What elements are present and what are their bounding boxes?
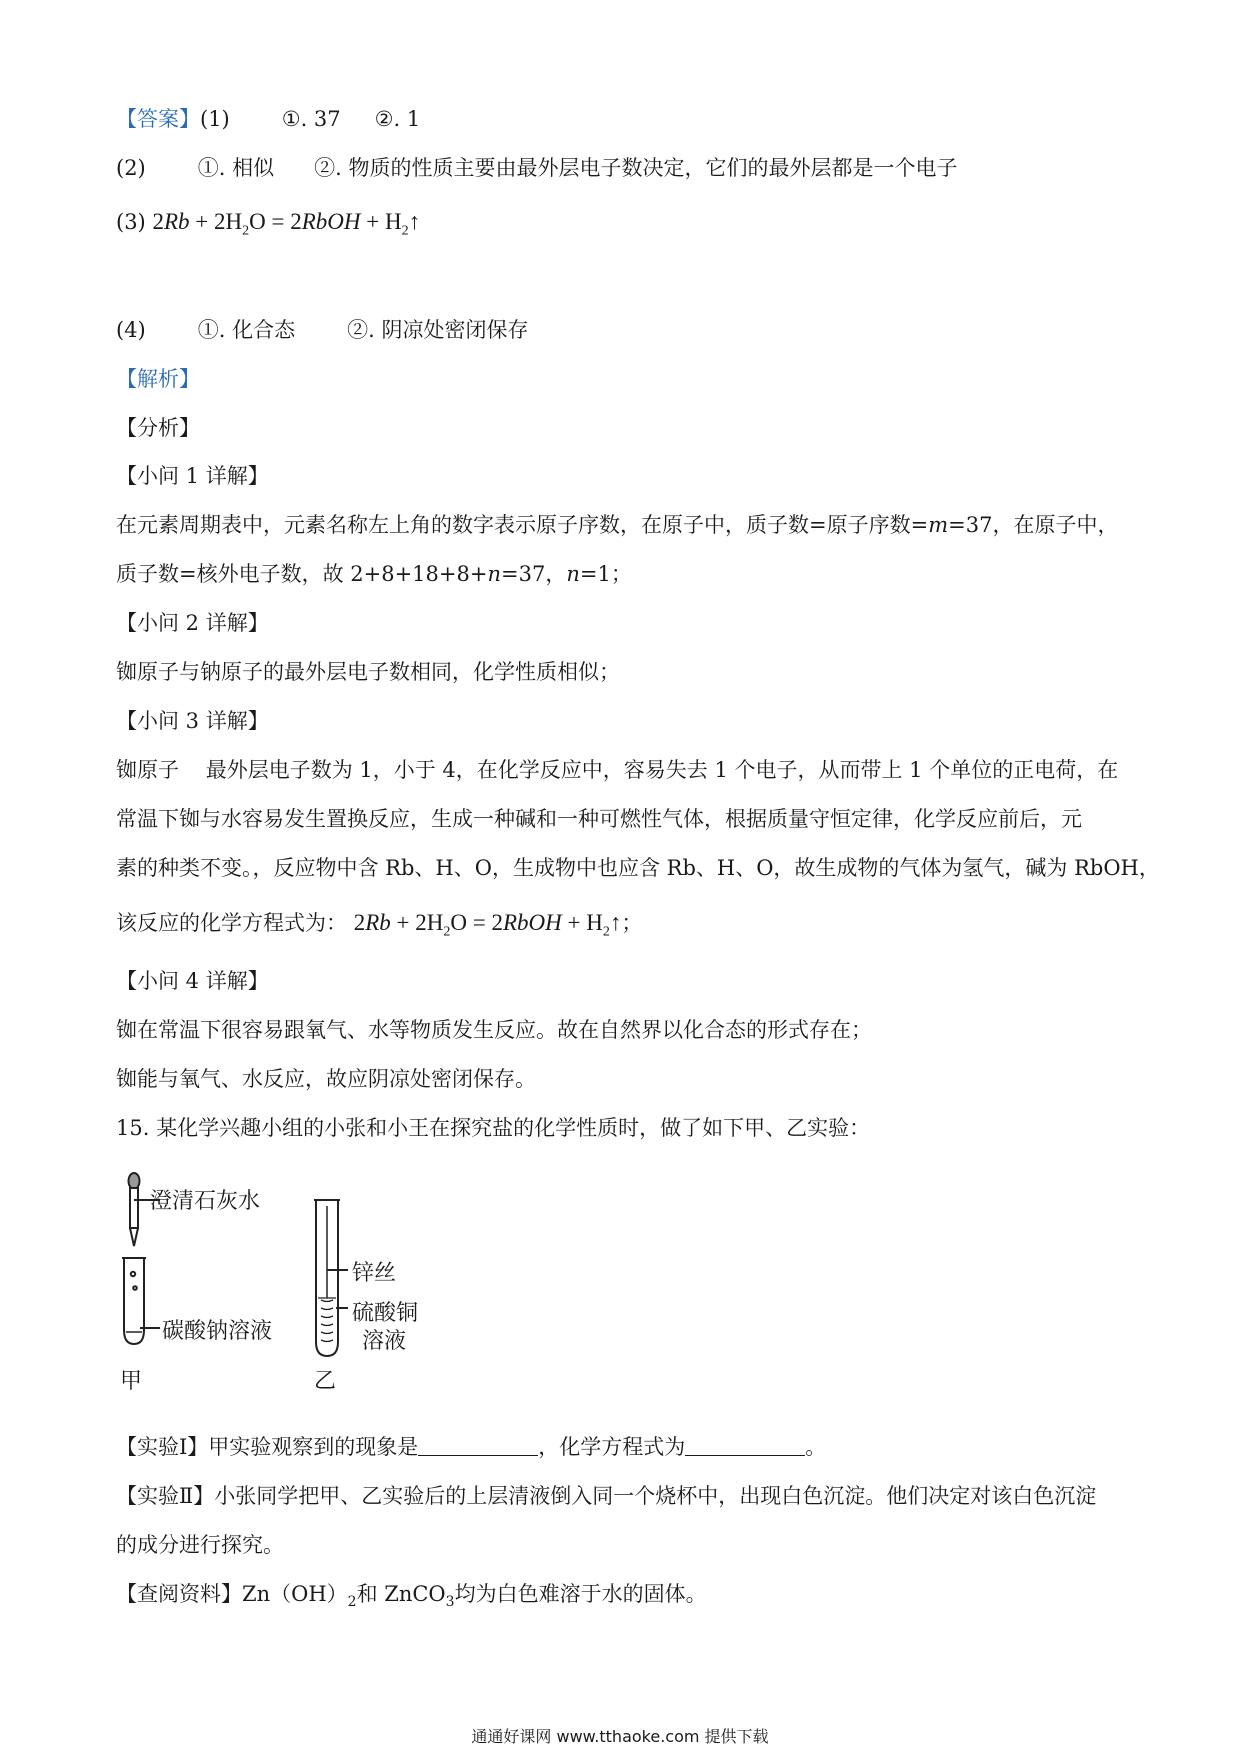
sub2-line1: 铷原子与钠原子的最外层电子数相同，化学性质相似； xyxy=(116,660,620,684)
sub3-line4: 该反应的化学方程式为： $2Rb + 2H_2O$ = 2RbOH + $H_2↑$； xyxy=(116,910,643,940)
answer-q1-line xyxy=(116,104,420,134)
test-tube-yi-icon xyxy=(314,1200,348,1356)
sub4-line2: 铷能与氧气、水反应，故应阴凉处密闭保存。 xyxy=(116,1067,536,1091)
exp1-blank-phenomenon[interactable] xyxy=(418,1435,538,1456)
sub1-title: 【小问 1 详解】 xyxy=(116,464,269,488)
answer-q4-a1: ①. 化合态 xyxy=(197,318,296,342)
sub3-line3: 素的种类不变。，反应物中含 Rb、H、O，生成物中也应含 Rb、H、O，故生成物的气体为氢气，碱为 RbOH， xyxy=(116,856,1160,880)
label-sodium-carbonate: 碳酸钠溶液 xyxy=(162,1319,273,1344)
answer-q2-a1: ①. 相似 xyxy=(197,156,275,180)
answer-q3-line xyxy=(116,207,420,247)
answer-q4-num: (4) xyxy=(116,318,146,342)
sub4-line1: 铷在常温下很容易跟氧气、水等物质发生反应。故在自然界以化合态的形式存在； xyxy=(116,1018,872,1042)
answer-q4-a2: ②. 阴凉处密闭保存 xyxy=(347,318,529,342)
answer-q3-num: (3) xyxy=(116,210,146,234)
exp1-tag: 【实验Ⅰ】 xyxy=(116,1435,209,1459)
test-tube-jia-icon xyxy=(122,1258,160,1344)
fenxi-tag: 【分析】 xyxy=(116,416,200,440)
ref-tag: 【查阅资料】 xyxy=(116,1582,242,1606)
sub1-line2: 质子数=核外电子数，故 2+8+18+8+n=37，n=1； xyxy=(116,562,632,586)
caption-yi: 乙 xyxy=(314,1369,337,1394)
sub4-title: 【小问 4 详解】 xyxy=(116,969,269,993)
label-copper-sulfate: 硫酸铜 xyxy=(352,1301,419,1326)
experiment-figure xyxy=(116,1168,496,1398)
label-solution: 溶液 xyxy=(362,1329,407,1354)
answer-equation: $2Rb + 2H_2O$ = 2RbOH + $H_2↑$ xyxy=(152,209,421,239)
label-zinc-wire: 锌丝 xyxy=(352,1261,397,1286)
answer-q2-line xyxy=(116,153,957,183)
answer-q1-a2: ②. 1 xyxy=(374,107,421,131)
sub3-line1: 铷原子 最外层电子数为 1，小于 4，在化学反应中，容易失去 1 个电子，从而带上 1 个单位的正电荷，在 xyxy=(116,758,1119,782)
answer-q2-a2: ②. 物质的性质主要由最外层电子数决定，它们的最外层都是一个电子 xyxy=(314,156,958,180)
answer-q2-num: (2) xyxy=(116,156,146,180)
sub2-title: 【小问 2 详解】 xyxy=(116,611,269,635)
exp2-tag: 【实验Ⅱ】 xyxy=(116,1484,215,1508)
sub3-line2: 常温下铷与水容易发生置换反应，生成一种碱和一种可燃性气体，根据质量守恒定律，化学反应前后，元 xyxy=(116,807,1082,831)
exp1-blank-equation[interactable] xyxy=(685,1435,805,1456)
sub1-line1: 在元素周期表中，元素名称左上角的数字表示原子序数，在原子中，质子数=原子序数=m=37，在原子中， xyxy=(116,513,1119,537)
ref-line: 【查阅资料】$Zn(OH)_2$和 ZnCO$_3$均为白色难溶于水的固体。 xyxy=(116,1582,707,1611)
analysis-tag: 【解析】 xyxy=(116,367,200,391)
answer-q1-a1: ①. 37 xyxy=(281,107,341,131)
q15-stem: 15. 某化学兴趣小组的小张和小王在探究盐的化学性质时，做了如下甲、乙实验： xyxy=(116,1116,871,1140)
caption-jia: 甲 xyxy=(120,1369,143,1394)
sub3-title: 【小问 3 详解】 xyxy=(116,709,269,733)
label-lime-water: 澄清石灰水 xyxy=(150,1189,261,1214)
answer-q1-num: (1) xyxy=(200,107,230,131)
exp1-line: 【实验Ⅰ】甲实验观察到的现象是 ，化学方程式为 。 xyxy=(116,1435,827,1459)
page-footer: 通通好课网 www.tthaoke.com 提供下载 xyxy=(471,1727,769,1746)
answer-tag: 【答案】 xyxy=(116,107,200,131)
analysis-equation: $2Rb + 2H_2O$ = 2RbOH + $H_2↑$ xyxy=(353,910,622,940)
exp2-line1: 【实验Ⅱ】小张同学把甲、乙实验后的上层清液倒入同一个烧杯中，出现白色沉淀。他们决定对该白色沉淀 xyxy=(116,1484,1097,1508)
exp2-line2: 的成分进行探究。 xyxy=(116,1533,284,1557)
answer-q4-line xyxy=(116,315,528,345)
